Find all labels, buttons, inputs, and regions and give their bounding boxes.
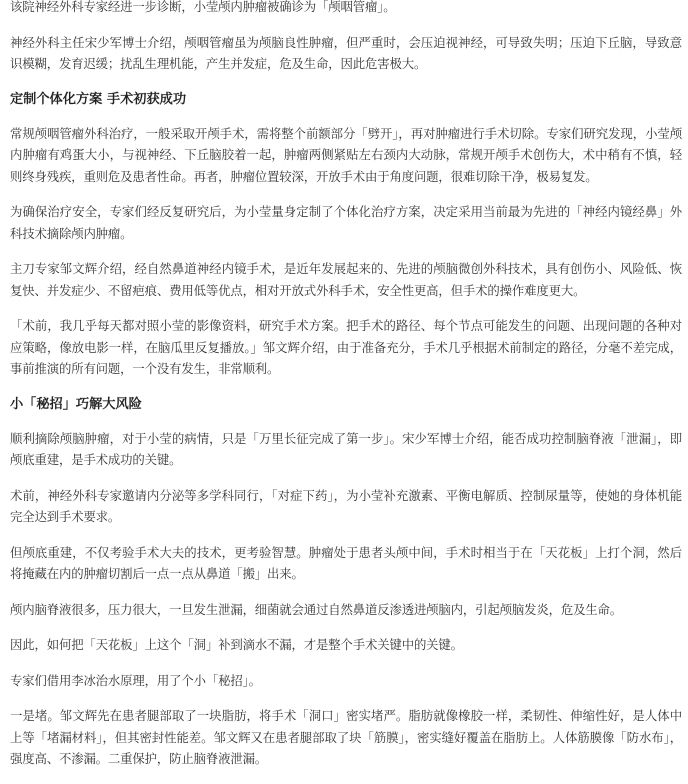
article-paragraph-key-point: 因此，如何把「天花板」上这个「洞」补到滴水不漏，才是整个手术关键中的关键。: [10, 637, 463, 652]
section-heading-custom-plan: 定制个体化方案 手术初获成功: [10, 91, 187, 107]
article-paragraph-csf-risk: 颅内脑脊液很多，压力很大，一旦发生泄漏，细菌就会通过自然鼻道反渗透进颅脑内，引起颅脑发炎，危及生命。: [10, 601, 623, 617]
article-paragraph-preparation-quote: 「术前，我几乎每天都对照小莹的影像资料，研究手术方案。把手术的路径、每个节点可能发生的问题、出现问题的各种对应策略，像放电影一样，在脑瓜里反复播放。」邹文辉介绍，由于准备充分，手术几乎根据术前制定的路径，分毫不差完成，事前推演的所有问题，一个没有发生，非常顺利。: [10, 318, 682, 376]
article-paragraph-conventional-surgery: 常规颅咽管瘤外科治疗，一般采取开颅手术，需将整个前额部分「劈开」，再对肿瘤进行手术切除。专家们研究发现，小莹颅内肿瘤有鸡蛋大小，与视神经、下丘脑胶着一起，肿瘤两侧紧贴左右颈内大动脉，常规开颅手术创伤大，术中稍有不慎，轻则终身残疾，重则危及患者性命。再者，肿瘤位置较深，开放手术由于角度问题，很难切除干净，极易复发。: [10, 125, 682, 184]
article-paragraph-endoscopy: 主刀专家邹文辉介绍，经自然鼻道神经内镜手术，是近年发展起来的、先进的颅脑微创外科技术，具有创伤小、风险低、恢复快、并发症少、不留疤痕、费用低等优点，相对开放式外科手术，安全性更高，但手术的操作难度更大。: [10, 261, 682, 298]
article-paragraph-skull-base: 顺利摘除颅脑肿瘤，对于小莹的病情，只是「万里长征完成了第一步」。宋少军博士介绍，能否成功控制脑脊液「泄漏」，即颅底重建，是手术成功的关键。: [10, 430, 682, 467]
article-paragraph-trick-intro: 专家们借用李冰治水原理，用了个小「秘招」。: [10, 672, 261, 688]
section-heading-secret-trick: 小「秘招」巧解大风险: [10, 396, 142, 412]
article-paragraph-seal: 一是堵。邹文辉先在患者腿部取了一块脂肪，将手术「洞口」密实堵严。脂肪就像橡胶一样，柔韧性、伸缩性好，是人体中上等「堵漏材料」，但其密封性能差。邹文辉又在患者腿部取了块「筋膜」，密实缝好覆盖在脂肪上。人体筋膜像「防水布」，强度高、不渗漏。二重保护，防止脑脊液泄漏。: [10, 708, 682, 766]
article-paragraph-treatment-plan: 为确保治疗安全，专家们经反复研究后，为小莹量身定制了个体化治疗方案，决定采用当前最为先进的「神经内镜经鼻」外科技术摘除颅内肿瘤。: [10, 204, 682, 241]
article-paragraph-preop: 术前，神经外科专家邀请内分泌等多学科同行，「对症下药」，为小莹补充激素、平衡电解质、控制尿量等，使她的身体机能完全达到手术要求。: [10, 487, 682, 524]
article-paragraph-diagnosis: 该院神经外科专家经进一步诊断，小莹颅内肿瘤被确诊为「颅咽管瘤」。: [10, 0, 396, 14]
article-paragraph-director-intro: 神经外科主任宋少军博士介绍，颅咽管瘤虽为颅脑良性肿瘤，但严重时，会压迫视神经，可导致失明；压迫下丘脑，导致意识模糊，发育迟缓；扰乱生理机能，产生并发症，危及生命，因此危害极大。: [10, 34, 682, 71]
article-body: [10, 0, 682, 784]
article-paragraph-ceiling: 但颅底重建，不仅考验手术大夫的技术，更考验智慧。肿瘤处于患者头颅中间，手术时相当于在「天花板」上打个洞，然后将掩藏在内的肿瘤切割后一点一点从鼻道「搬」出来。: [10, 544, 682, 581]
